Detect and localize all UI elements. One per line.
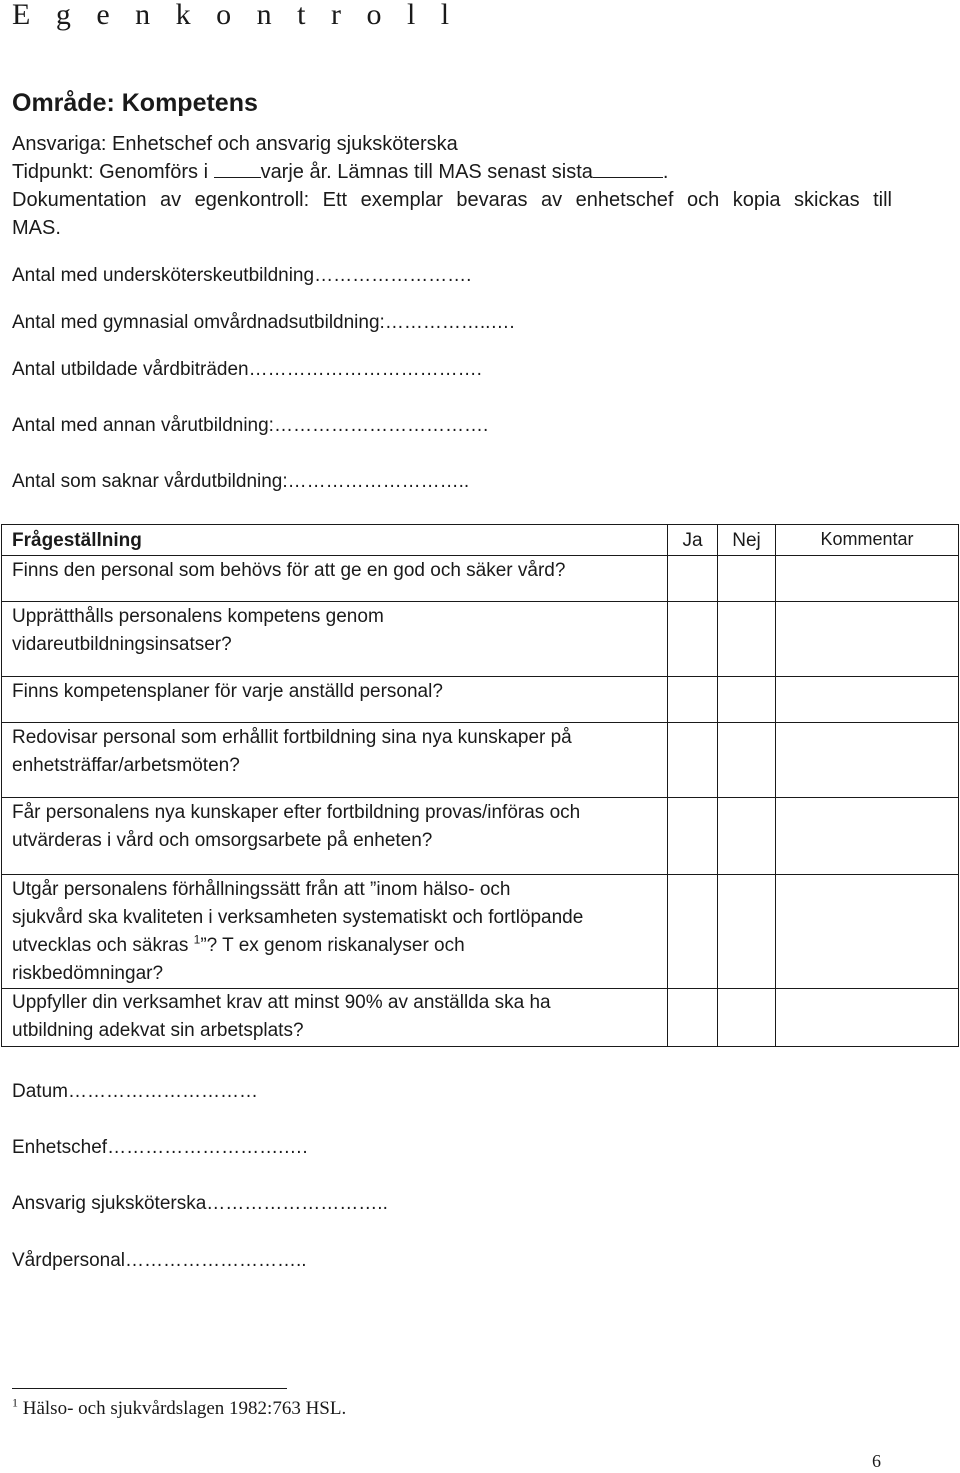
checklist-table bbox=[1, 524, 959, 1047]
table-row bbox=[2, 556, 959, 602]
yes-cell[interactable] bbox=[668, 875, 718, 989]
footnote bbox=[12, 1395, 347, 1420]
question-text: Finns kompetensplaner för varje anställd personal? bbox=[12, 681, 443, 702]
comment-cell[interactable] bbox=[776, 875, 959, 989]
header-no: Nej bbox=[718, 525, 776, 556]
table-header-row bbox=[2, 525, 959, 556]
question-text: Får personalens nya kunskaper efter fortbildning provas/införas och bbox=[12, 802, 581, 823]
no-cell[interactable] bbox=[718, 798, 776, 875]
no-cell[interactable] bbox=[718, 602, 776, 677]
question-text: Uppfyller din verksamhet krav att minst 90% av anställda ska ha bbox=[12, 992, 551, 1013]
header-yes: Ja bbox=[668, 525, 718, 556]
yes-cell[interactable] bbox=[668, 723, 718, 798]
staff-signature-line: Vårdpersonal……………………….. bbox=[12, 1250, 307, 1271]
question-text: Redovisar personal som erhållit fortbildning sina nya kunskaper på bbox=[12, 727, 572, 748]
nurse-signature-line: Ansvarig sjuksköterska……………………….. bbox=[12, 1193, 388, 1214]
question-text: Finns den personal som behövs för att ge en god och säker vård? bbox=[12, 560, 566, 581]
question-text: utvärderas i vård och omsorgsarbete på enheten? bbox=[12, 830, 433, 851]
comment-cell[interactable] bbox=[776, 556, 959, 602]
no-cell[interactable] bbox=[718, 723, 776, 798]
comment-cell[interactable] bbox=[776, 989, 959, 1047]
question-text: ”? T ex genom riskanalyser och bbox=[200, 935, 465, 956]
time-line-part-c: . bbox=[662, 161, 669, 183]
question-text: sjukvård ska kvaliteten i verksamheten systematiskt och fortlöpande bbox=[12, 907, 584, 928]
comment-cell[interactable] bbox=[776, 723, 959, 798]
count-gymnasial: Antal med gymnasial omvårdnadsutbildning:……………..…. bbox=[12, 312, 515, 333]
question-cell bbox=[2, 556, 668, 602]
table-row bbox=[2, 723, 959, 798]
time-line bbox=[12, 158, 912, 186]
date-signature-line: Datum………………………… bbox=[12, 1081, 258, 1102]
comment-cell[interactable] bbox=[776, 798, 959, 875]
responsible-line: Ansvariga: Enhetschef och ansvarig sjuksköterska bbox=[12, 133, 458, 155]
yes-cell[interactable] bbox=[668, 602, 718, 677]
count-annan-utbildning: Antal med annan vårutbildning:……………………………. bbox=[12, 415, 489, 436]
question-cell bbox=[2, 989, 668, 1047]
deadline-blank[interactable] bbox=[593, 159, 663, 178]
comment-cell[interactable] bbox=[776, 602, 959, 677]
no-cell[interactable] bbox=[718, 677, 776, 723]
question-cell bbox=[2, 875, 668, 989]
yes-cell[interactable] bbox=[668, 677, 718, 723]
question-text: Utgår personalens förhållningssätt från att ”inom hälso- och bbox=[12, 879, 511, 900]
table-row bbox=[2, 677, 959, 723]
unit-head-signature-line: Enhetschef……………………….…. bbox=[12, 1137, 308, 1158]
documentation-line-end: MAS. bbox=[12, 217, 61, 239]
frequency-blank[interactable] bbox=[214, 159, 261, 178]
count-undersköterska: Antal med undersköterskeutbildning……………………. bbox=[12, 265, 472, 286]
question-cell bbox=[2, 602, 668, 677]
footnote-text: Hälso- och sjukvårdslagen 1982:763 HSL. bbox=[18, 1398, 347, 1419]
no-cell[interactable] bbox=[718, 875, 776, 989]
question-text: riskbedömningar? bbox=[12, 963, 164, 984]
table-row bbox=[2, 989, 959, 1047]
no-cell[interactable] bbox=[718, 556, 776, 602]
yes-cell[interactable] bbox=[668, 989, 718, 1047]
footnote-reference: 1 bbox=[193, 932, 201, 947]
table-row bbox=[2, 602, 959, 677]
question-text: vidareutbildningsinsatser? bbox=[12, 634, 232, 655]
footnote-divider bbox=[12, 1388, 287, 1389]
header-comment: Kommentar bbox=[776, 525, 959, 556]
count-saknar-utbildning: Antal som saknar vårdutbildning:……………………….. bbox=[12, 471, 470, 492]
documentation-line: Dokumentation av egenkontroll: Ett exemplar bevaras av enhetschef och kopia skickas till bbox=[12, 189, 892, 211]
question-text: utvecklas och säkras bbox=[12, 935, 189, 956]
time-line-part-a: Tidpunkt: Genomförs i bbox=[12, 161, 214, 183]
question-text: enhetsträffar/arbetsmöten? bbox=[12, 755, 240, 776]
header-question: Frågeställning bbox=[2, 525, 668, 556]
yes-cell[interactable] bbox=[668, 798, 718, 875]
question-text: Upprätthålls personalens kompetens genom bbox=[12, 606, 384, 627]
yes-cell[interactable] bbox=[668, 556, 718, 602]
footnote-marker: 1 bbox=[12, 1395, 18, 1410]
question-cell bbox=[2, 723, 668, 798]
question-cell bbox=[2, 677, 668, 723]
question-text: utbildning adekvat sin arbetsplats? bbox=[12, 1020, 304, 1041]
table-row bbox=[2, 875, 959, 989]
area-heading: Område: Kompetens bbox=[12, 89, 258, 117]
comment-cell[interactable] bbox=[776, 677, 959, 723]
time-line-part-b: varje år. Lämnas till MAS senast sista bbox=[260, 161, 593, 183]
no-cell[interactable] bbox=[718, 989, 776, 1047]
page-title: E g e n k o n t r o l l bbox=[12, 0, 459, 31]
count-vardbitraden: Antal utbildade vårdbiträden………………………………. bbox=[12, 359, 482, 380]
table-row bbox=[2, 798, 959, 875]
page-number: 6 bbox=[872, 1451, 881, 1471]
question-cell bbox=[2, 798, 668, 875]
